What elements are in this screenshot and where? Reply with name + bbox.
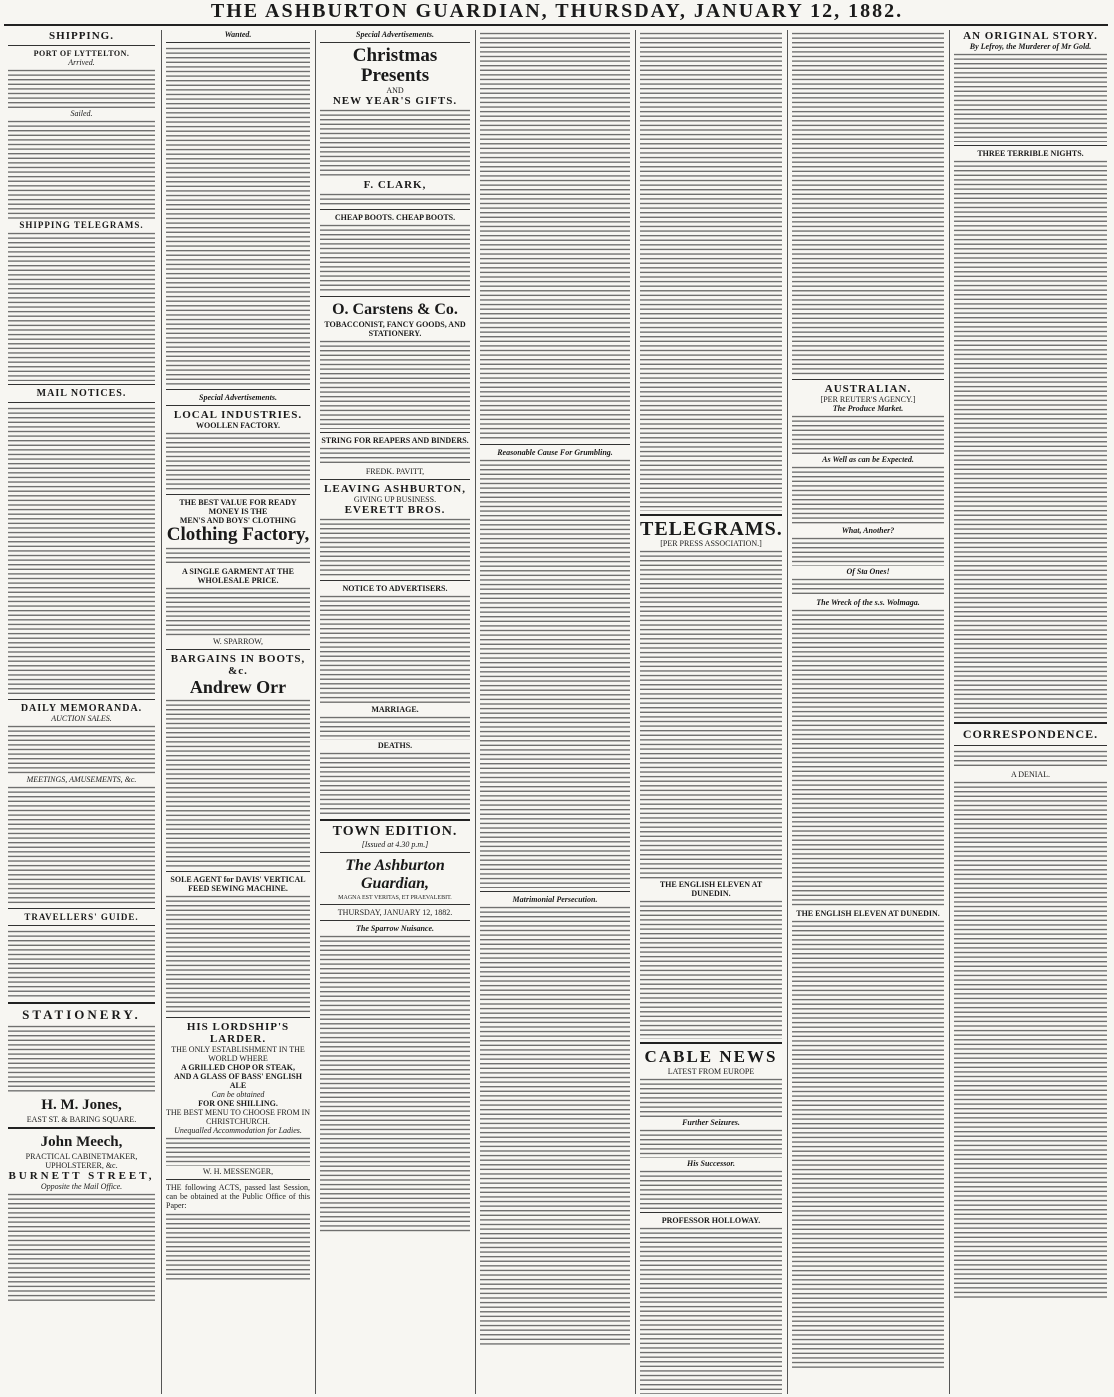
local-industries-heading: LOCAL INDUSTRIES. xyxy=(173,409,303,421)
column-1 xyxy=(4,30,159,1394)
clark-name: F. CLARK, xyxy=(363,179,427,191)
glass-ale: AND A GLASS OF BASS' ENGLISH ALE xyxy=(174,1072,302,1090)
port-heading: PORT OF LYTTELTON. xyxy=(33,49,130,58)
meech-sub: Opposite the Mail Office. xyxy=(40,1182,123,1191)
special-ads-heading-2: Special Advertisements. xyxy=(356,30,434,39)
his-successor: His Successor. xyxy=(686,1159,735,1168)
sparrow-nuisance: The Sparrow Nuisance. xyxy=(355,924,434,933)
acts-notice: THE following ACTS, passed last Session, can be obtained at the Public Office of this Paper: xyxy=(166,1183,310,1211)
can-be-obtained: Can be obtained xyxy=(211,1090,265,1099)
only-establishment: THE ONLY ESTABLISHMENT IN THE WORLD WHERE xyxy=(171,1045,305,1063)
a-denial: A DENIAL. xyxy=(1010,770,1051,779)
of-sta-ones: Of Sta Ones! xyxy=(846,567,890,576)
produce-market: The Produce Market. xyxy=(832,404,904,413)
daily-memoranda-heading: DAILY MEMORANDA. xyxy=(20,703,143,714)
story-byline: By Lefroy, the Murderer of Mr Gold. xyxy=(969,42,1092,51)
meech-trade: PRACTICAL CABINETMAKER, UPHOLSTERER, &c. xyxy=(25,1152,138,1170)
meech-address: BURNETT STREET, xyxy=(8,1170,155,1182)
columns xyxy=(4,30,1110,1394)
jones-name: H. M. Jones, xyxy=(41,1097,122,1113)
christmas-presents: Christmas Presents xyxy=(352,45,438,86)
english-eleven-col6: THE ENGLISH ELEVEN AT DUNEDIN. xyxy=(796,909,940,918)
giving-up: GIVING UP BUSINESS. xyxy=(353,495,437,504)
lordship-larder: HIS LORDSHIP'S LARDER. xyxy=(186,1021,290,1045)
stationery-heading: STATIONERY. xyxy=(22,1007,141,1022)
jones-address: EAST ST. & BARING SQUARE. xyxy=(26,1115,137,1124)
matrimonial-persecution: Matrimonial Persecution. xyxy=(512,895,598,904)
and-word: AND xyxy=(386,86,404,95)
davis-agent: SOLE AGENT for DAVIS' VERTICAL FEED SEWING MACHINE. xyxy=(170,875,306,893)
three-terrible-nights: THREE TERRIBLE NIGHTS. xyxy=(977,149,1084,158)
sparrow-name: W. SPARROW, xyxy=(212,637,264,646)
leaving-ashburton: LEAVING ASHBURTON, xyxy=(324,483,466,495)
shipping-heading: SHIPPING. xyxy=(49,30,114,42)
cheap-boots: CHEAP BOOTS. CHEAP BOOTS. xyxy=(334,213,456,222)
andrew-orr: Andrew Orr xyxy=(189,677,287,697)
column-7 xyxy=(949,30,1111,1394)
english-eleven-heading: THE ENGLISH ELEVEN AT DUNEDIN. xyxy=(659,880,763,898)
as-well-expected: As Well as can be Expected. xyxy=(822,455,914,464)
special-ads-heading: Special Advertisements. xyxy=(199,393,277,402)
marriage-heading: MARRIAGE. xyxy=(371,705,419,714)
guardian-motto: MAGNA EST VERITAS, ET PRAEVALEBIT. xyxy=(338,895,452,901)
one-shilling: FOR ONE SHILLING. xyxy=(198,1099,278,1108)
column-5 xyxy=(635,30,786,1394)
original-story-heading: AN ORIGINAL STORY. xyxy=(963,30,1098,42)
correspondence-heading: CORRESPONDENCE. xyxy=(962,727,1099,741)
edition-date: THURSDAY, JANUARY 12, 1882. xyxy=(337,908,453,917)
shipping-telegrams-heading: SHIPPING TELEGRAMS. xyxy=(19,220,144,230)
grilled-chop: A GRILLED CHOP OR STEAK, xyxy=(180,1063,296,1072)
wanted-heading: Wanted. xyxy=(224,30,252,39)
notice-advertisers: NOTICE TO ADVERTISERS. xyxy=(342,584,448,593)
further-seizures: Further Seizures. xyxy=(682,1118,740,1127)
mail-notices-heading: MAIL NOTICES. xyxy=(36,388,127,399)
australian-heading: AUSTRALIAN. xyxy=(824,383,912,395)
bargains-heading: BARGAINS IN BOOTS, &c. xyxy=(170,653,306,677)
town-edition: TOWN EDITION. xyxy=(332,824,458,839)
messenger-name: W. H. MESSENGER, xyxy=(202,1167,274,1176)
pavitt-name: FREDK. PAVITT, xyxy=(365,467,425,476)
column-4 xyxy=(475,30,634,1394)
professor-holloway: PROFESSOR HOLLOWAY. xyxy=(661,1216,761,1225)
carstens-name: O. Carstens & Co. xyxy=(332,301,458,318)
reasonable-cause: Reasonable Cause For Grumbling. xyxy=(497,448,613,457)
single-garment: A SINGLE GARMENT AT THE WHOLESALE PRICE. xyxy=(182,567,294,585)
sailed-heading: Sailed. xyxy=(70,109,93,118)
telegrams-heading: TELEGRAMS. xyxy=(640,518,783,540)
wreck-heading: The Wreck of the s.s. Wolmaga. xyxy=(816,598,920,607)
string-reapers: STRING FOR REAPERS AND BINDERS. xyxy=(321,436,469,445)
reuters-agency: [PER REUTER'S AGENCY.] xyxy=(820,395,916,404)
column-6 xyxy=(787,30,948,1394)
best-menu: THE BEST MENU TO CHOOSE FROM IN CHRISTCHURCH. xyxy=(166,1108,311,1126)
column-3 xyxy=(315,30,474,1394)
cable-news-sub: LATEST FROM EUROPE xyxy=(667,1067,755,1076)
masthead-title: THE ASHBURTON GUARDIAN, THURSDAY, JANUARY 12, 1882. xyxy=(210,0,904,22)
best-value: THE BEST VALUE FOR READY MONEY IS THE xyxy=(179,498,297,516)
what-another: What, Another? xyxy=(841,526,895,535)
new-years-gifts: NEW YEAR'S GIFTS. xyxy=(332,95,458,107)
clothing-factory: Clothing Factory, xyxy=(166,524,310,545)
mens-clothing: MEN'S AND BOYS' CLOTHING xyxy=(179,516,297,525)
travellers-guide-heading: TRAVELLERS' GUIDE. xyxy=(24,912,139,922)
deaths-heading: DEATHS. xyxy=(377,741,413,750)
meetings-heading: MEETINGS, AMUSEMENTS, &c. xyxy=(26,775,137,784)
column-2 xyxy=(161,30,314,1394)
press-association: [PER PRESS ASSOCIATION.] xyxy=(660,539,762,548)
cable-news-heading: CABLE NEWS xyxy=(644,1047,778,1066)
arrived-heading: Arrived. xyxy=(68,58,95,67)
auction-sales-heading: AUCTION SALES. xyxy=(51,714,112,723)
unequalled-ladies: Unequalled Accommodation for Ladies. xyxy=(174,1126,302,1135)
masthead-rule xyxy=(4,24,1108,26)
everett-bros: EVERETT BROS. xyxy=(344,504,446,516)
town-edition-sub: [Issued at 4.30 p.m.] xyxy=(361,840,429,849)
carstens-sub: TOBACCONIST, FANCY GOODS, AND STATIONERY. xyxy=(324,320,466,338)
meech-name: John Meech, xyxy=(40,1134,123,1150)
woollen-factory: WOOLLEN FACTORY. xyxy=(195,421,281,430)
guardian-flag: The Ashburton Guardian, xyxy=(345,857,445,892)
